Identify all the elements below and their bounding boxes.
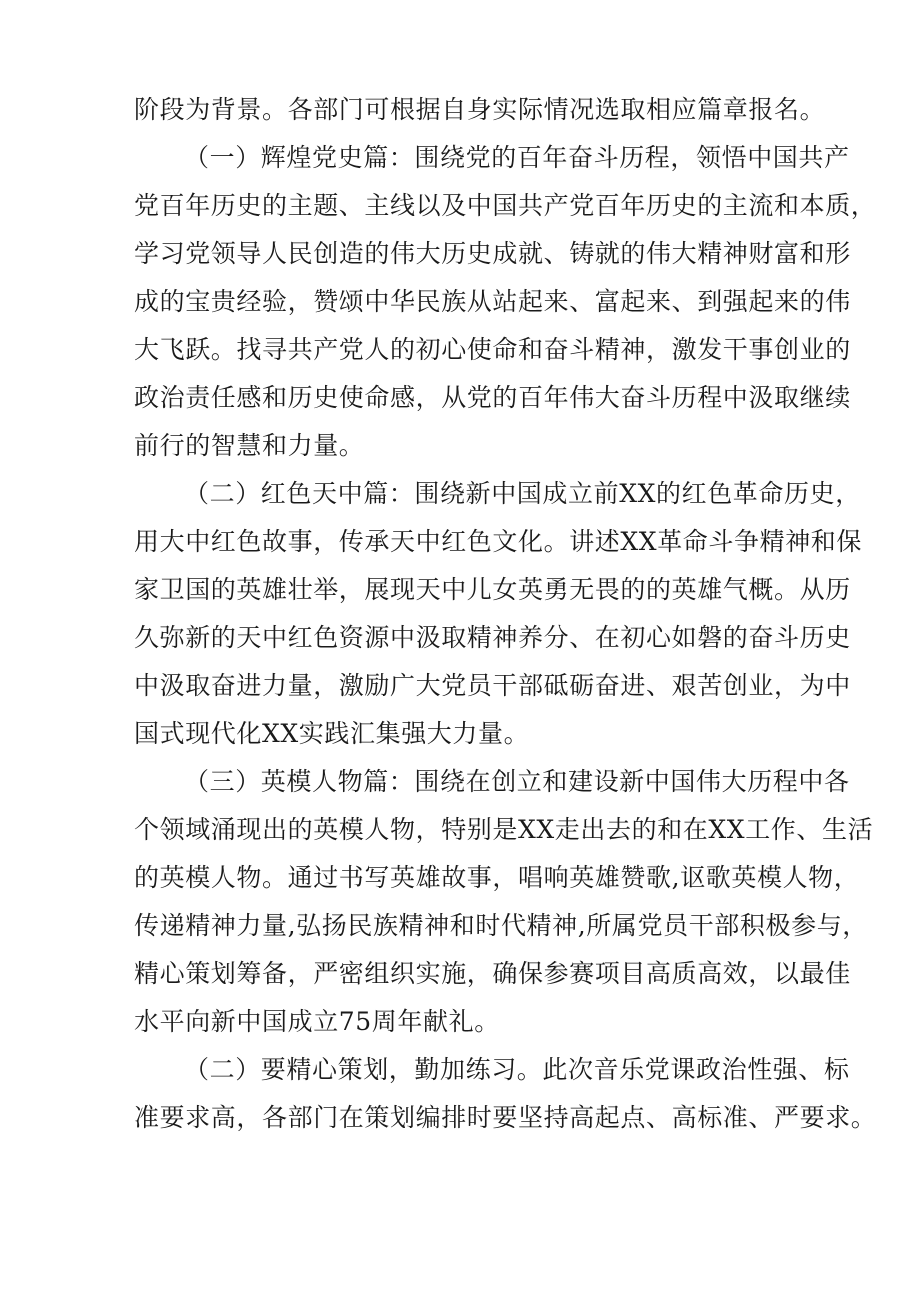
paragraph-red-tianzhong bbox=[134, 470, 862, 758]
text-line: 阶段为背景。各部门可根据自身实际情况选取相应篇章报名。 bbox=[134, 95, 826, 124]
text-line: 国式现代化XX实践汇集强大力量。 bbox=[134, 719, 530, 748]
text-line: 中汲取奋进力量，激励广大党员干部砥砺奋进、艰苦创业，为中 bbox=[134, 671, 851, 700]
text-line: 家卫国的英雄壮举，展现天中儿女英勇无畏的的英雄气概。从历 bbox=[134, 575, 851, 604]
paragraph-careful-planning bbox=[134, 1046, 877, 1142]
text-line: 的英模人物。通过书写英雄故事，唱响英雄赞歌,讴歌英模人物， bbox=[134, 863, 860, 892]
paragraph-glorious-party-history bbox=[134, 134, 877, 470]
paragraph-heroic-figures bbox=[134, 758, 874, 1046]
document-body bbox=[134, 86, 877, 1142]
text-line: 学习党领导人民创造的伟大历史成就、铸就的伟大精神财富和形 bbox=[134, 239, 851, 268]
text-line: （二）要精心策划，勤加练习。此次音乐党课政治性强、标 bbox=[184, 1055, 850, 1084]
text-line: 大飞跃。找寻共产党人的初心使命和奋斗精神，激发干事创业的 bbox=[134, 335, 851, 364]
text-line: 党百年历史的主题、主线以及中国共产党百年历史的主流和本质， bbox=[134, 191, 877, 220]
text-line: 政治责任感和历史使命感，从党的百年伟大奋斗历程中汲取继续 bbox=[134, 383, 851, 412]
paragraph-continuation bbox=[134, 86, 826, 134]
text-line: 精心策划筹备，严密组织实施，确保参赛项目高质高效，以最佳 bbox=[134, 959, 851, 988]
text-line: 水平向新中国成立75周年献礼。 bbox=[134, 1007, 500, 1036]
text-line: 成的宝贵经验，赞颂中华民族从站起来、富起来、到强起来的伟 bbox=[134, 287, 851, 316]
text-line: 用大中红色故事，传承天中红色文化。讲述XX革命斗争精神和保 bbox=[134, 527, 862, 556]
text-line: 久弥新的天中红色资源中汲取精神养分、在初心如磐的奋斗历史 bbox=[134, 623, 851, 652]
text-line: （二）红色天中篇：围绕新中国成立前XX的红色革命历史， bbox=[184, 479, 861, 508]
text-line: 传递精神力量,弘扬民族精神和时代精神,所属党员干部积极参与， bbox=[134, 911, 868, 940]
text-line: 个领域涌现出的英模人物，特别是XX走出去的和在XX工作、生活 bbox=[134, 815, 874, 844]
text-line: 准要求高，各部门在策划编排时要坚持高起点、高标准、严要求。 bbox=[134, 1103, 877, 1132]
text-line: 前行的智慧和力量。 bbox=[134, 431, 365, 460]
text-line: （一）辉煌党史篇：围绕党的百年奋斗历程，领悟中国共产 bbox=[184, 143, 850, 172]
text-line: （三）英模人物篇：围绕在创立和建设新中国伟大历程中各 bbox=[184, 767, 850, 796]
